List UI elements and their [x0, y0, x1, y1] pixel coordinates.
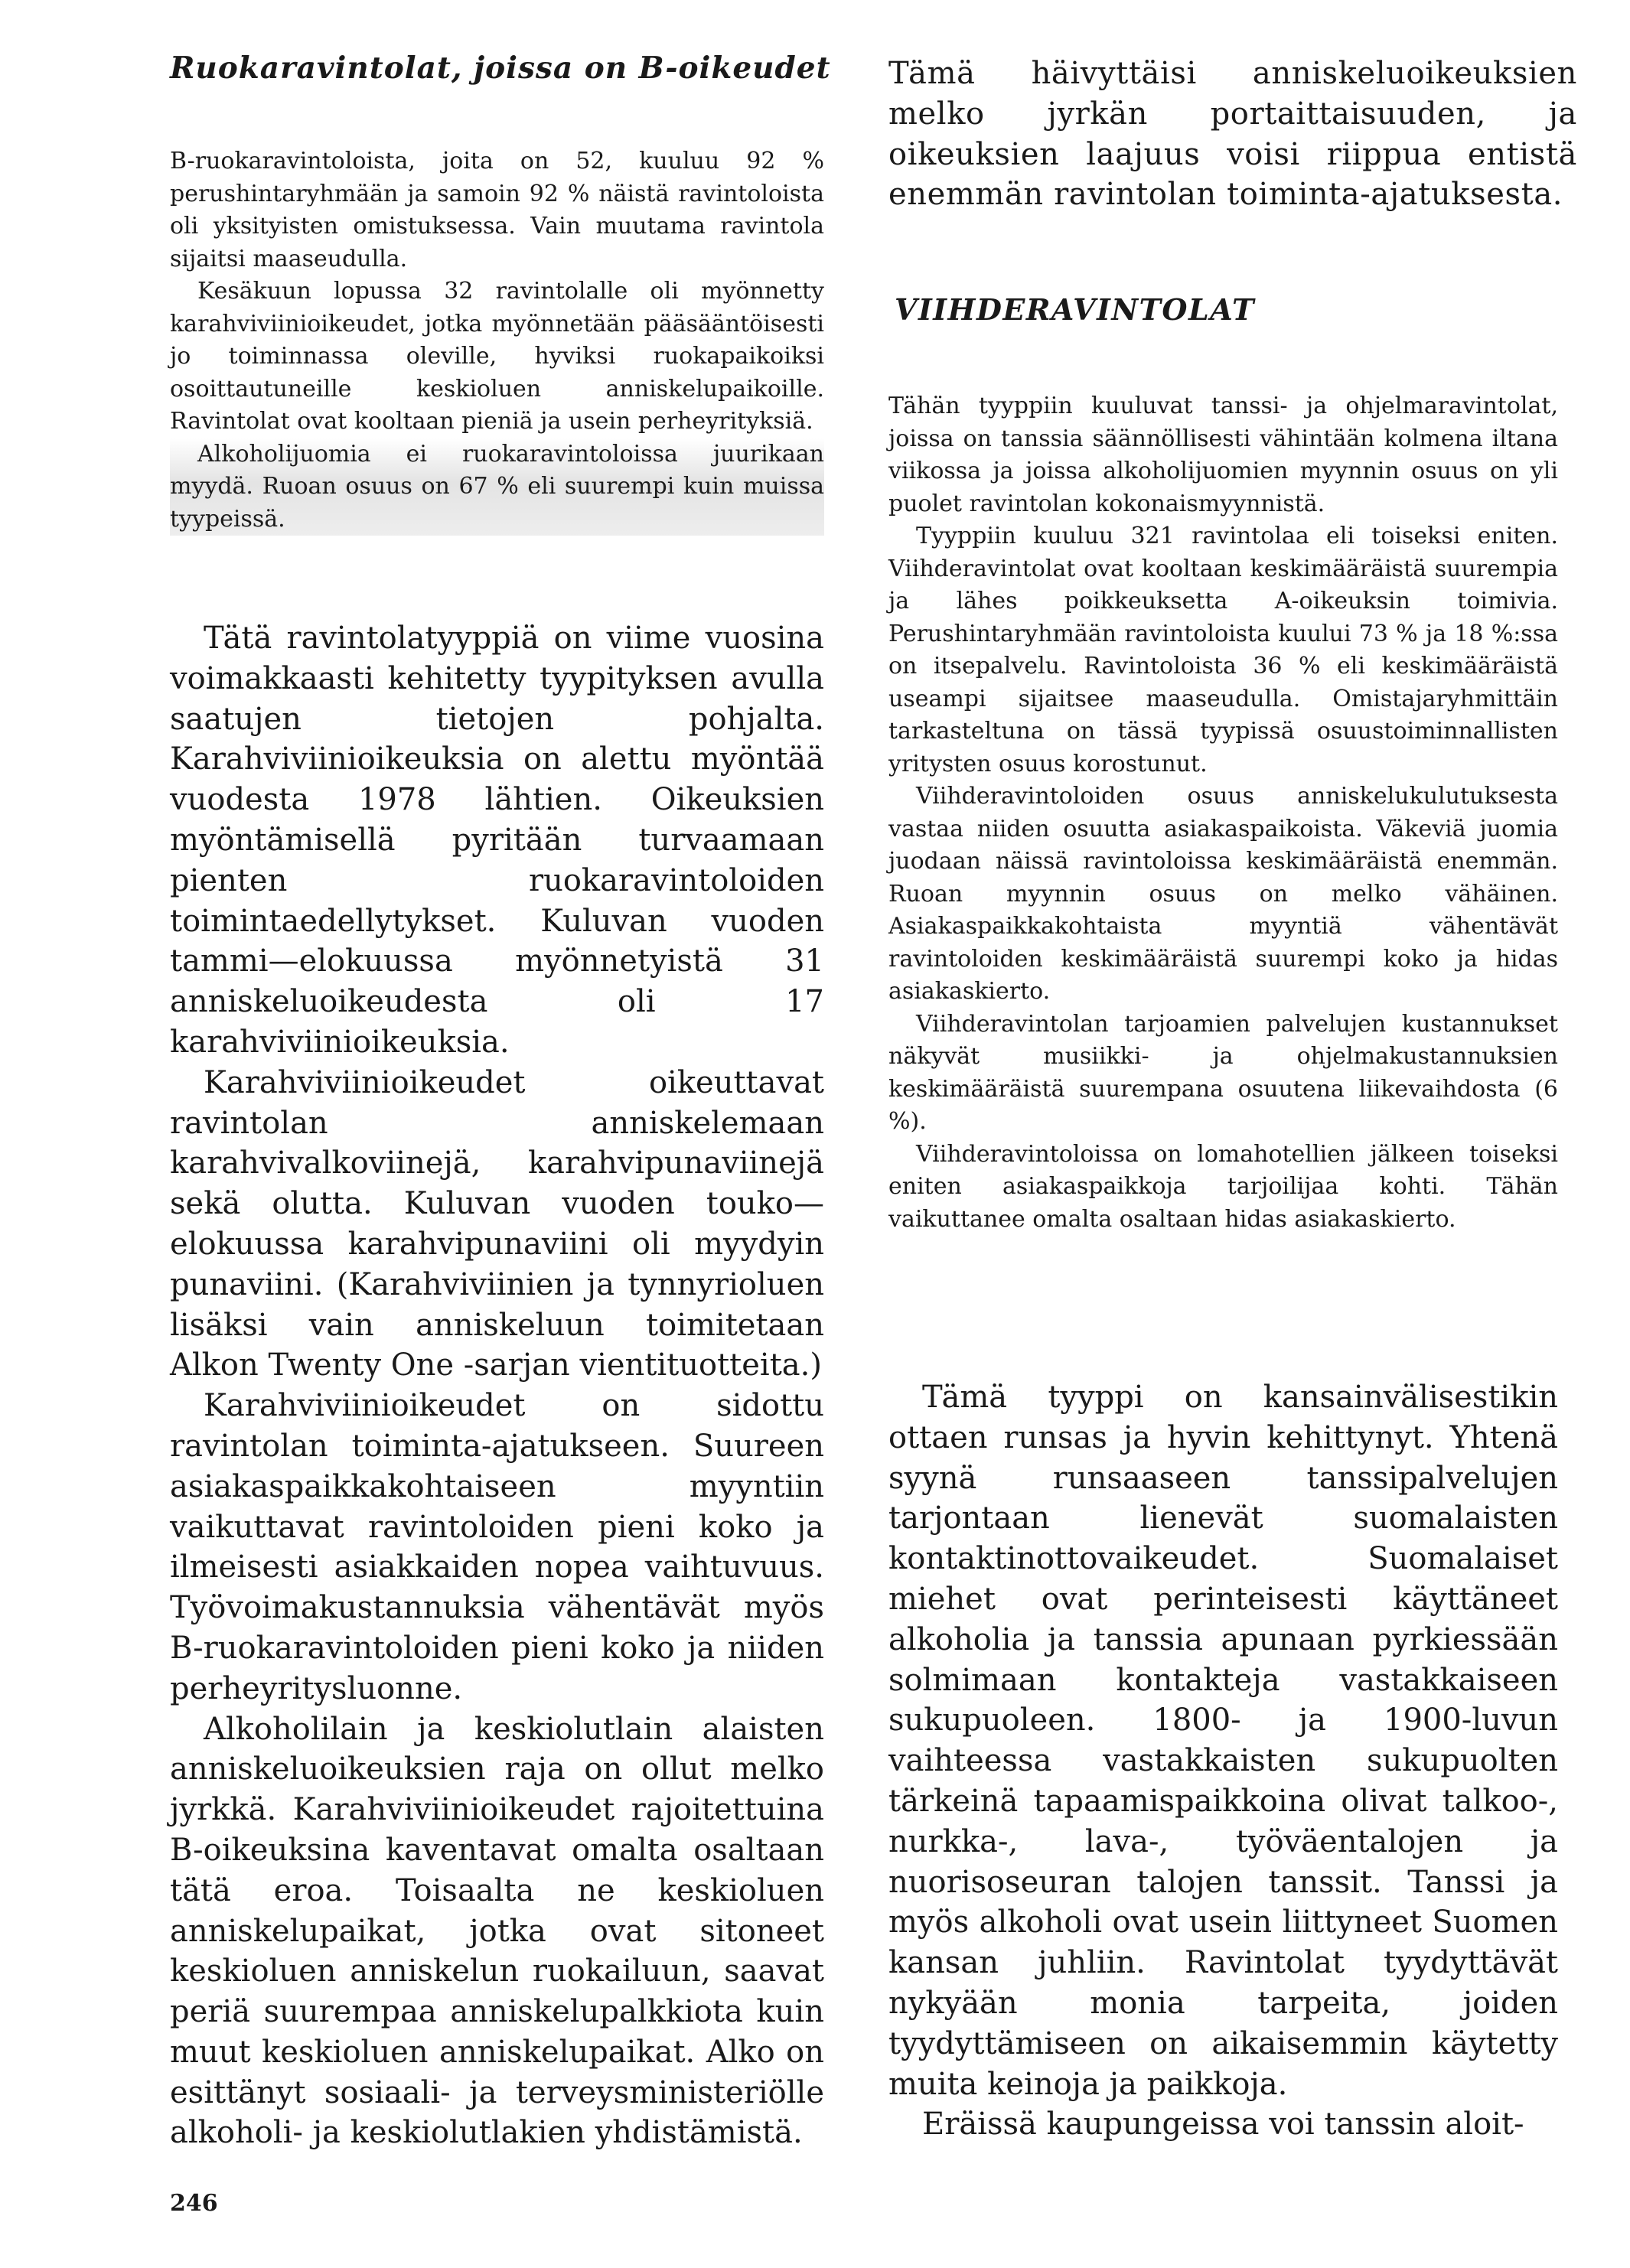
section-heading-viihderavintolat: VIIHDERAVINTOLAT: [895, 292, 1255, 327]
paragraph: Karahviviinioikeudet oikeuttavat ravintolan anniskelemaan karahvivalkoviinejä, karahvipunaviinejä sekä olutta. Kuluvan vuoden touko—elokuussa karahvipunaviini oli myydyin punaviini. (Karahviviinien ja tynnyrioluen lisäksi vain anniskeluun toimitetaan Alkon Twenty One -sarjan vientituotteita.): [170, 1064, 824, 1383]
paragraph: Tätä ravintolatyyppiä on viime vuosina voimakkaasti kehitetty tyypityksen avulla saatujen tietojen pohjalta. Karahviviinioikeuksia on alettu myöntää vuodesta 1978 lähtien. Oikeuksien myöntämisellä pyritään turvaamaan pienten ruokaravintoloiden toimintaedellytykset. Kuluvan vuoden tammi—elokuussa myönnetyistä 31 anniskeluoikeudesta oli 17 karahviviinioikeuksia.: [170, 621, 824, 1060]
highlighted-paragraph: Alkoholijuomia ei ruokaravintoloissa juurikaan myydä. Ruoan osuus on 67 % eli suurempi kuin muissa tyypeissä.: [170, 438, 824, 536]
right-small-text-block: [888, 390, 1558, 1236]
paragraph: B-ruokaravintoloista, joita on 52, kuuluu 92 % perushintaryhmään ja samoin 92 % näistä ravintoloista oli yksityisten omistuksessa. Vain muutama ravintola sijaitsi maaseudulla.: [170, 148, 824, 272]
right-large-text-block: [888, 1377, 1558, 2145]
left-small-text-block: [170, 145, 824, 536]
page-number: 246: [170, 2190, 218, 2217]
paragraph: Viihderavintolan tarjoamien palvelujen kustannukset näkyvät musiikki- ja ohjelmakustannuksien keskimääräistä suurempana osuutena liikevaihdosta (6 %).: [888, 1010, 1558, 1135]
right-top-text-block: [888, 54, 1577, 215]
paragraph: Tämä häivyttäisi anniskeluoikeuksien melko jyrkän portaittaisuuden, ja oikeuksien laajuus voisi riippua entistä enemmän ravintolan toiminta-ajatuksesta.: [888, 56, 1577, 213]
paragraph: Alkoholilain ja keskiolutlain alaisten anniskeluoikeuksien raja on ollut melko jyrkkä. Karahviviinioikeudet rajoitettuina B-oikeuksina kaventavat omalta osaltaan tätä eroa. Toisaalta ne keskioluen anniskelupaikat, jotka ovat sitoneet keskioluen anniskelun ruokailuun, saavat periä suurempaa anniskelupalkkiota kuin muut keskioluen anniskelupaikat. Alko on esittänyt sosiaali- ja terveysministeriölle alkoholi- ja keskiolutlakien yhdistämistä.: [170, 1711, 824, 2151]
paragraph: Viihderavintoloiden osuus anniskelukulutuksesta vastaa niiden osuutta asiakaspaikoista. Väkeviä juomia juodaan näissä ravintoloissa keskimääräistä enemmän. Ruoan myynnin osuus on melko vähäinen. Asiakaspaikkakohtaista myyntiä vähentävät ravintoloiden keskimääräistä suurempi koko ja hidas asiakaskierto.: [888, 783, 1558, 1005]
left-large-text-block: [170, 618, 824, 2153]
section-heading-ruokaravintolat: Ruokaravintolat, joissa on B-oikeudet: [170, 51, 831, 86]
paragraph: Eräissä kaupungeissa voi tanssin aloit-: [922, 2107, 1524, 2143]
paragraph: Karahviviinioikeudet on sidottu ravintolan toiminta-ajatukseen. Suureen asiakaspaikkakohtaiseen myyntiin vaikuttavat ravintoloiden pieni koko ja ilmeisesti asiakkaiden nopea vaihtuvuus. Työvoimakustannuksia vähentävät myös B-ruokaravintoloiden pieni koko ja niiden perheyritysluonne.: [170, 1388, 824, 1706]
paragraph: Tämä tyyppi on kansainvälisestikin ottaen runsas ja hyvin kehittynyt. Yhtenä syynä runsaaseen tanssipalvelujen tarjontaan lienevät suomalaisten kontaktinottovaikeudet. Suomalaiset miehet ovat perinteisesti käyttäneet alkoholia ja tanssia apunaan pyrkiessään solmimaan kontakteja vastakkaiseen sukupuoleen. 1800- ja 1900-luvun vaihteessa vastakkaisten sukupuolten tärkeinä tapaamispaikkoina olivat talkoo-, nurkka-, lava-, työväentalojen ja nuorisoseuran talojen tanssit. Tanssi ja myös alkoholi ovat usein liittyneet Suomen kansan juhliin. Ravintolat tyydyttävät nykyään monia tarpeita, joiden tyydyttämiseen on aikaisemmin käytetty muita keinoja ja paikkoja.: [888, 1380, 1558, 2102]
paragraph: Viihderavintoloissa on lomahotellien jälkeen toiseksi eniten asiakaspaikkoja tarjoilijaa kohti. Tähän vaikuttanee omalta osaltaan hidas asiakaskierto.: [888, 1140, 1558, 1233]
paragraph: Tyyppiin kuuluu 321 ravintolaa eli toiseksi eniten. Viihderavintolat ovat kooltaan keskimääräistä suurempia ja lähes poikkeuksetta A-oikeuksin toimivia. Perushintaryhmään ravintoloista kuului 73 % ja 18 %:ssa on itsepalvelu. Ravintoloista 36 % eli keskimääräistä useampi sijaitsee maaseudulla. Omistajaryhmittäin tarkasteltuna on tässä tyypissä osuustoiminnallisten yritysten osuus korostunut.: [888, 523, 1558, 777]
paragraph: Tähän tyyppiin kuuluvat tanssi- ja ohjelmaravintolat, joissa on tanssia säännöllisesti vähintään kolmena iltana viikossa ja joissa alkoholijuomien myynnin osuus on yli puolet ravintolan kokonaismyynnistä.: [888, 393, 1558, 517]
paragraph: Kesäkuun lopussa 32 ravintolalle oli myönnetty karahviviinioikeudet, jotka myönnetään pääsääntöisesti jo toiminnassa oleville, hyviksi ruokapaikoiksi osoittautuneille keskioluen anniskelupaikoille. Ravintolat ovat kooltaan pieniä ja usein perheyrityksiä.: [170, 278, 824, 435]
